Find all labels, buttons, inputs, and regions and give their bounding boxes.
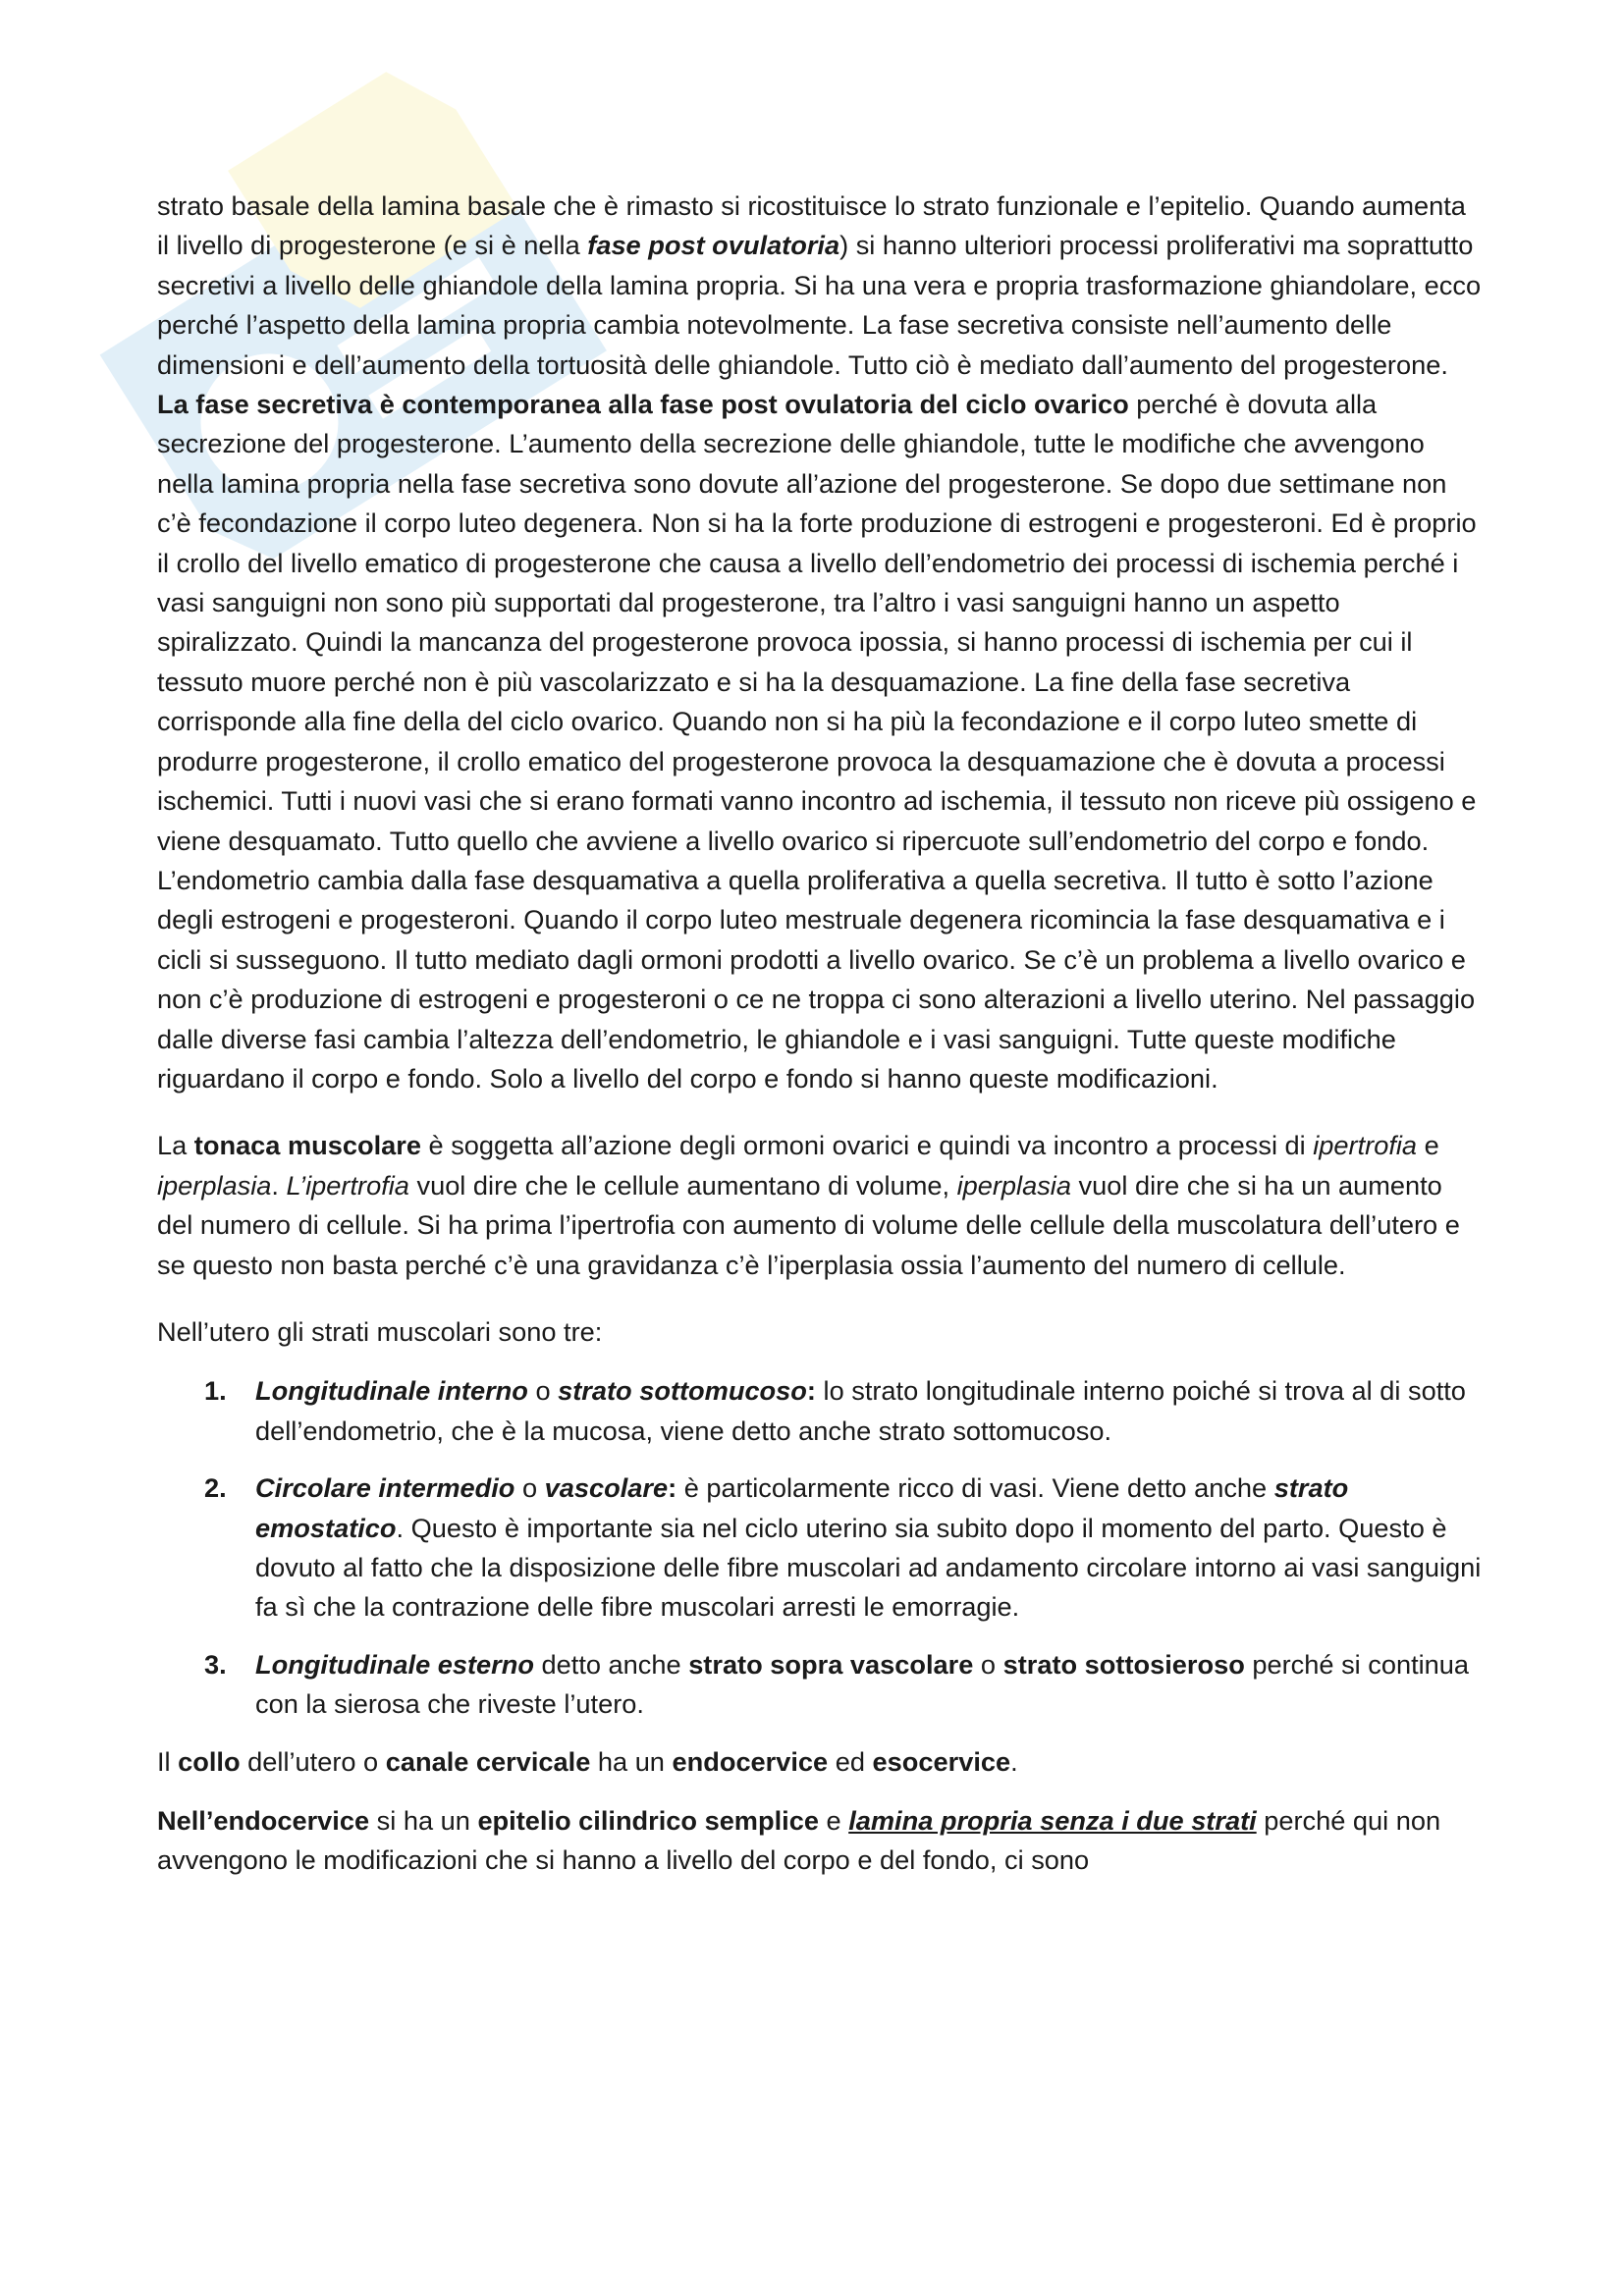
paragraph-tonaca-muscolare: La tonaca muscolare è soggetta all’azione degli ormoni ovarici e quindi va incontro a processi di ipertrofia e iperplasia. L’ipertrofia vuol dire che le cellule aumentano di volume, iperplasia vuol dire che si ha un aumento del numero di cellule. Si ha prima l’ipertrofia con aumento di volume delle cellule della muscolatura dell’utero e se questo non basta perché c’è una gravidanza c’è l’iperplasia ossia l’aumento del numero di cellule. xyxy=(157,1130,1460,1280)
paragraph-strati-intro: Nell’utero gli strati muscolari sono tre: xyxy=(157,1315,603,1347)
list-item: 3. Longitudinale esterno detto anche strato sopra vascolare o strato sottosieroso perché si continua con la sierosa che riveste l’utero. xyxy=(204,1648,1470,1720)
list-item: 2. Circolare intermedio o vascolare: è particolarmente ricco di vasi. Viene detto anche strato emostatico. Questo è importante sia nel ciclo uterino sia subito dopo il momento del parto. Questo è dovuto al fatto che la disposizione delle fibre muscolari ad andamento circolare intorno ai vasi sanguigni fa sì che la contrazione delle fibre muscolari arresti le emorragie. xyxy=(204,1472,1482,1623)
paragraph-collo: Il collo dell’utero o canale cervicale ha un endocervice ed esocervice. xyxy=(157,1745,1018,1777)
list-item: 1. Longitudinale interno o strato sottomucoso: lo strato longitudinale interno poiché si trova al di sotto dell’endometrio, che è la mucosa, viene detto anche strato sottomucoso. xyxy=(204,1375,1466,1446)
paragraph-fase-secretiva: strato basale della lamina basale che è rimasto si ricostituisce lo strato funzionale e l’epitelio. Quando aumenta il livello di progesterone (e si è nella fase post ovulatoria) si hanno ulteriori processi proliferativi ma soprattutto secretivi a livello delle ghiandole della lamina propria. Si ha una vera e propria trasformazione ghiandolare, ecco perché l’aspetto della lamina propria cambia notevolmente. La fase secretiva consiste nell’aumento delle dimensioni e dell’aumento della tortuosità delle ghiandole. Tutto ciò è mediato dall’aumento del progesterone. La fase secretiva è contemporanea alla fase post ovulatoria del ciclo ovarico perché è dovuta alla secrezione del progesterone. L’aumento della secrezione delle ghiandole, tutte le modifiche che avvengono nella lamina propria nella fase secretiva sono dovute all’azione del progesterone. Se dopo due settimane non c’è fecondazione il corpo luteo degenera. Non si ha la forte produzione di estrogeni e progesteroni. Ed è proprio il crollo del livello ematico di progesterone che causa a livello dell’endometrio dei processi di ischemia perché i vasi sanguigni non sono più supportati dal progesterone, tra l’altro i vasi sanguigni hanno un aspetto spiralizzato. Quindi la mancanza del progesterone provoca ipossia, si hanno processi di ischemia per cui il tessuto muore perché non è più vascolarizzato e si ha la desquamazione. La fine della fase secretiva corrisponde alla fine della del ciclo ovarico. Quando non si ha più la fecondazione e il corpo luteo smette di produrre progesterone, il crollo ematico del progesterone provoca la desquamazione che è dovuta a processi ischemici. Tutti i nuovi vasi che si erano formati vanno incontro ad ischemia, il tessuto non riceve più ossigeno e viene desquamato. Tutto quello che avviene a livello ovarico si ripercuote sull’endometrio del corpo e fondo. L’endometrio cambia dalla fase desquamativa a quella proliferativa a quella secretiva. Il tutto è sotto l’azione degli estrogeni e progesteroni. Quando il corpo luteo mestruale degenera ricomincia la fase desquamativa e i cicli si susseguono. Il tutto mediato dagli ormoni prodotti a livello ovarico. Se c’è un problema a livello ovarico e non c’è produzione di estrogeni e progesteroni o ce ne troppa ci sono alterazioni a livello uterino. Nel passaggio dalle diverse fasi cambia l’altezza dell’endometrio, le ghiandole e i vasi sanguigni. Tutte queste modifiche riguardano il corpo e fondo. Solo a livello del corpo e fondo si hanno queste modificazioni. xyxy=(157,190,1482,1094)
paragraph-endocervice: Nell’endocervice si ha un epitelio cilindrico semplice e lamina propria senza i due strati perché qui non avvengono le modificazioni che si hanno a livello del corpo e del fondo, ci sono xyxy=(157,1805,1441,1876)
strati-muscolari-list xyxy=(157,1371,1483,1724)
document-page xyxy=(157,187,1483,1908)
